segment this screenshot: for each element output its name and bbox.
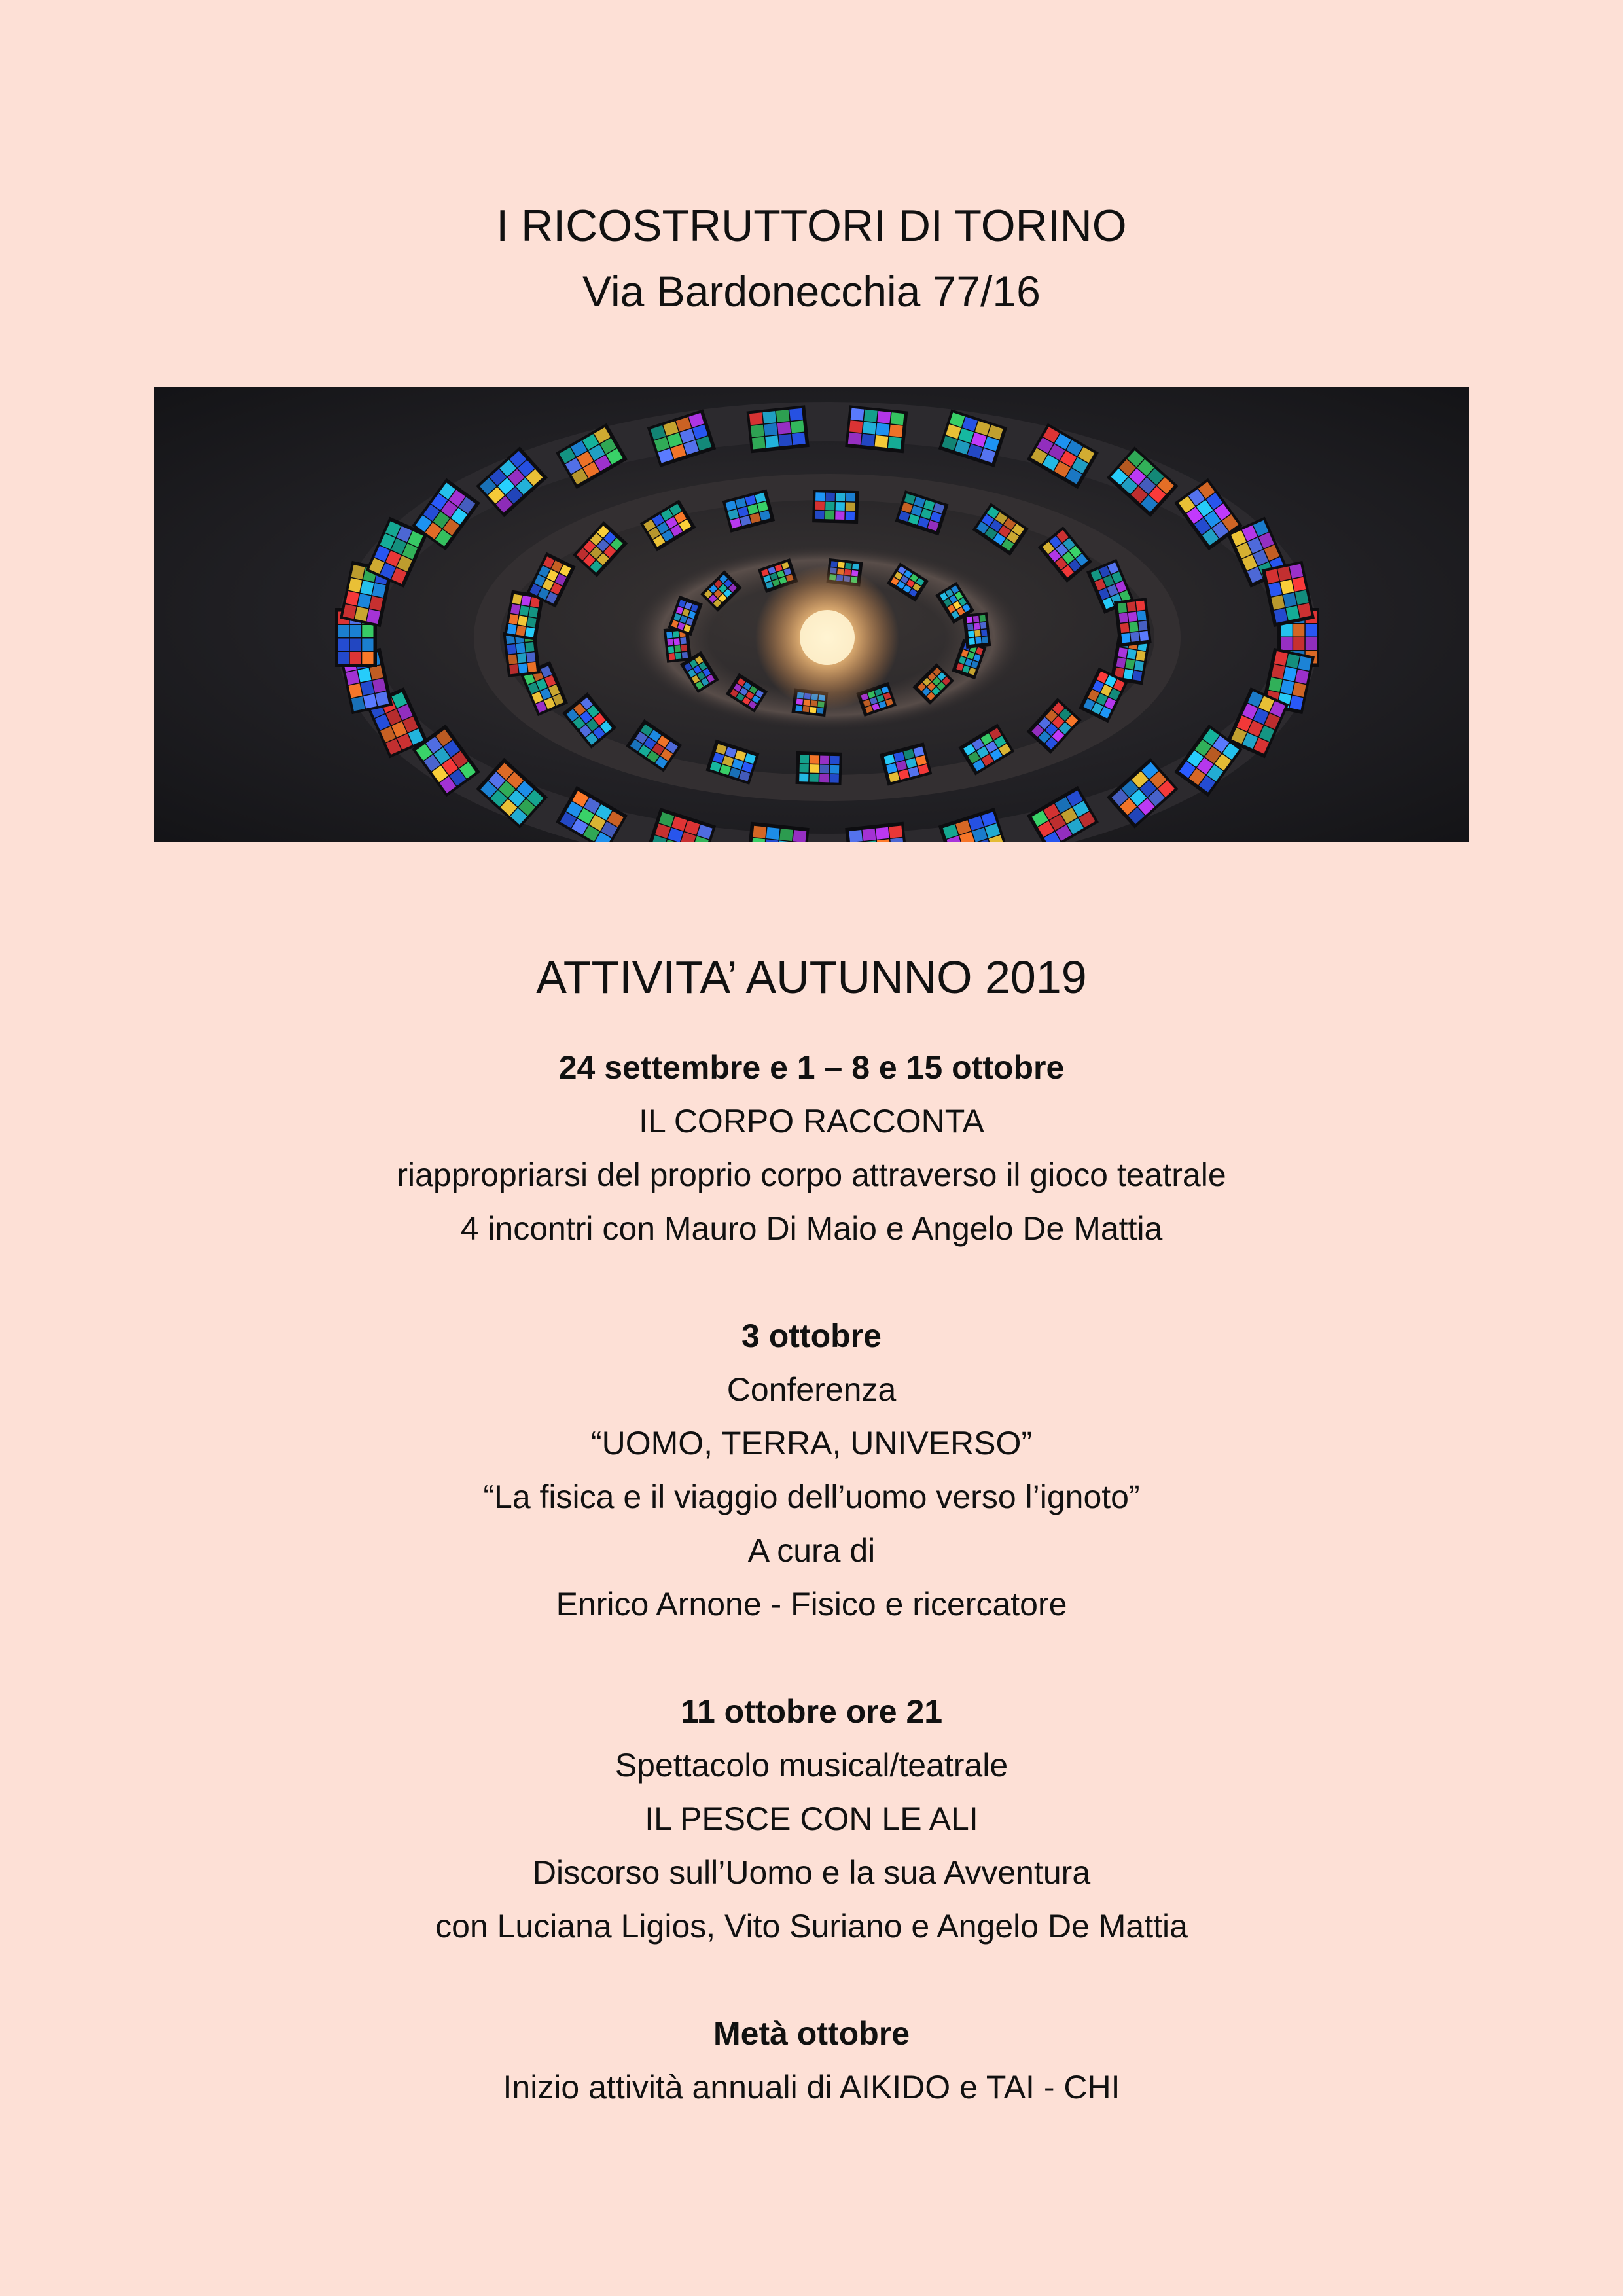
event-line: Spettacolo musical/teatrale — [615, 1747, 1008, 1784]
event-line: Discorso sull’Uomo e la sua Avventura — [532, 1854, 1091, 1891]
event-line: Conferenza — [726, 1371, 897, 1408]
event-line: IL PESCE CON LE ALI — [645, 1801, 978, 1837]
event-line: 4 incontri con Mauro Di Maio e Angelo De Mattia — [460, 1210, 1163, 1247]
event-item — [0, 2007, 1623, 2114]
organization-address: Via Bardonecchia 77/16 — [582, 267, 1041, 315]
stained-glass-pane — [796, 751, 842, 785]
stained-glass-pane — [812, 490, 859, 524]
center-rosette — [800, 610, 855, 665]
events-list — [0, 1041, 1623, 2168]
event-line: IL CORPO RACCONTA — [639, 1103, 984, 1139]
event-date: 24 settembre e 1 – 8 e 15 ottobre — [558, 1049, 1065, 1086]
stained-glass-spiral-graphic — [154, 387, 1469, 842]
event-line: Enrico Arnone - Fisico e ricercatore — [556, 1586, 1067, 1623]
event-item — [0, 1309, 1623, 1631]
stained-glass-pane — [1114, 598, 1152, 647]
event-line: “UOMO, TERRA, UNIVERSO” — [590, 1425, 1033, 1462]
event-item — [0, 1041, 1623, 1255]
event-line: “La fisica e il viaggio dell’uomo verso l’ignoto” — [483, 1479, 1140, 1515]
stained-glass-pane — [963, 612, 991, 649]
organization-name: I RICOSTRUTTORI DI TORINO — [496, 201, 1127, 251]
stained-glass-pane — [845, 405, 908, 453]
event-line: A cura di — [747, 1532, 876, 1569]
event-line: con Luciana Ligios, Vito Suriano e Angelo De Mattia — [435, 1908, 1188, 1945]
event-date: Metà ottobre — [713, 2015, 910, 2052]
season-title: ATTIVITA’ AUTUNNO 2019 — [536, 952, 1087, 1003]
event-line: Inizio attività annuali di AIKIDO e TAI - CHI — [503, 2069, 1120, 2106]
event-line: riappropriarsi del proprio corpo attraverso il gioco teatrale — [397, 1157, 1226, 1193]
event-date: 3 ottobre — [741, 1318, 882, 1354]
event-item — [0, 1685, 1623, 1953]
event-date: 11 ottobre ore 21 — [680, 1693, 943, 1730]
stained-glass-spiral-image — [154, 387, 1469, 842]
stained-glass-pane — [747, 405, 810, 453]
